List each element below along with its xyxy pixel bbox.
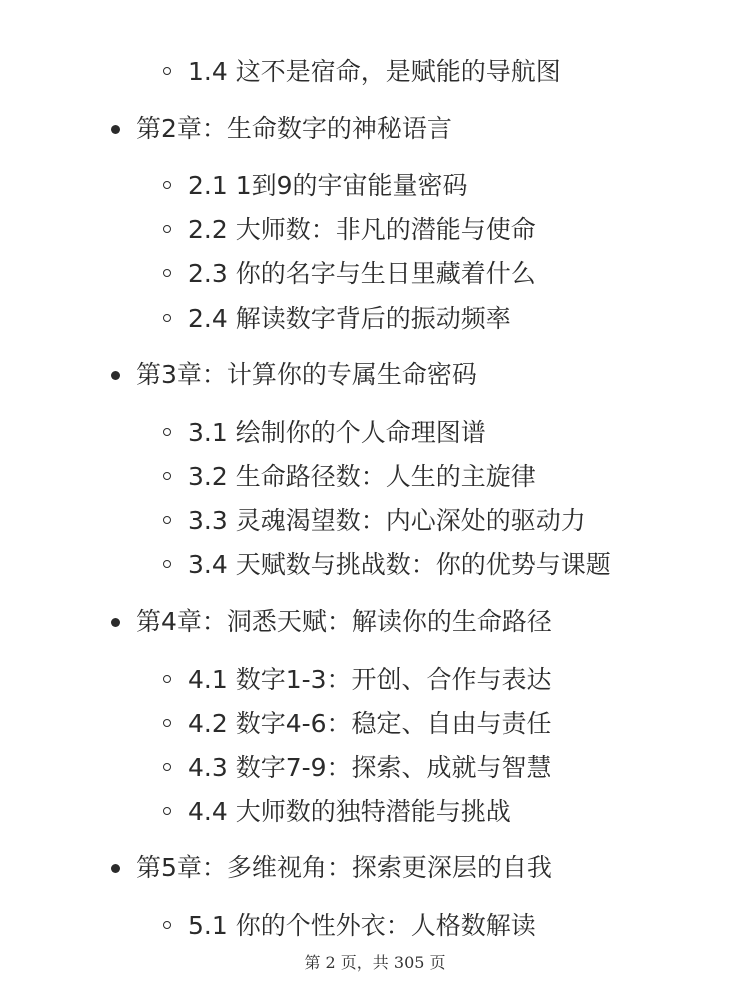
circle-bullet-icon — [163, 719, 171, 727]
toc-section-item: 2.2 大师数：非凡的潜能与使命 — [188, 215, 536, 244]
toc-section-item: 3.4 天赋数与挑战数：你的优势与课题 — [188, 550, 611, 579]
toc-chapter-item: 第5章：多维视角：探索更深层的自我 — [136, 853, 552, 882]
circle-bullet-icon — [163, 428, 171, 436]
disc-bullet-icon — [111, 125, 120, 134]
circle-bullet-icon — [163, 516, 171, 524]
toc-section-item: 3.2 生命路径数：人生的主旋律 — [188, 462, 536, 491]
toc-section-item: 2.1 1到9的宇宙能量密码 — [188, 171, 468, 200]
toc-chapter-item: 第3章：计算你的专属生命密码 — [136, 360, 477, 389]
toc-section-item: 4.3 数字7-9：探索、成就与智慧 — [188, 753, 552, 782]
toc-section-item: 2.3 你的名字与生日里藏着什么 — [188, 259, 536, 288]
disc-bullet-icon — [111, 371, 120, 380]
disc-bullet-icon — [111, 864, 120, 873]
circle-bullet-icon — [163, 921, 171, 929]
circle-bullet-icon — [163, 560, 171, 568]
toc-section-item: 4.1 数字1-3：开创、合作与表达 — [188, 665, 552, 694]
toc-section-item: 4.4 大师数的独特潜能与挑战 — [188, 797, 511, 826]
toc-section-item: 3.3 灵魂渴望数：内心深处的驱动力 — [188, 506, 586, 535]
circle-bullet-icon — [163, 225, 171, 233]
toc-section-item: 1.4 这不是宿命，是赋能的导航图 — [188, 57, 561, 86]
circle-bullet-icon — [163, 807, 171, 815]
circle-bullet-icon — [163, 314, 171, 322]
circle-bullet-icon — [163, 472, 171, 480]
toc-section-item: 5.1 你的个性外衣：人格数解读 — [188, 911, 536, 940]
circle-bullet-icon — [163, 763, 171, 771]
circle-bullet-icon — [163, 269, 171, 277]
toc-chapter-item: 第2章：生命数字的神秘语言 — [136, 114, 452, 143]
circle-bullet-icon — [163, 67, 171, 75]
toc-section-item: 3.1 绘制你的个人命理图谱 — [188, 418, 486, 447]
circle-bullet-icon — [163, 181, 171, 189]
page-number: 第 2 页，共 305 页 — [304, 953, 446, 972]
circle-bullet-icon — [163, 675, 171, 683]
disc-bullet-icon — [111, 618, 120, 627]
toc-section-item: 4.2 数字4-6：稳定、自由与责任 — [188, 709, 552, 738]
toc-section-item: 2.4 解读数字背后的振动频率 — [188, 304, 511, 333]
toc-chapter-item: 第4章：洞悉天赋：解读你的生命路径 — [136, 607, 552, 636]
